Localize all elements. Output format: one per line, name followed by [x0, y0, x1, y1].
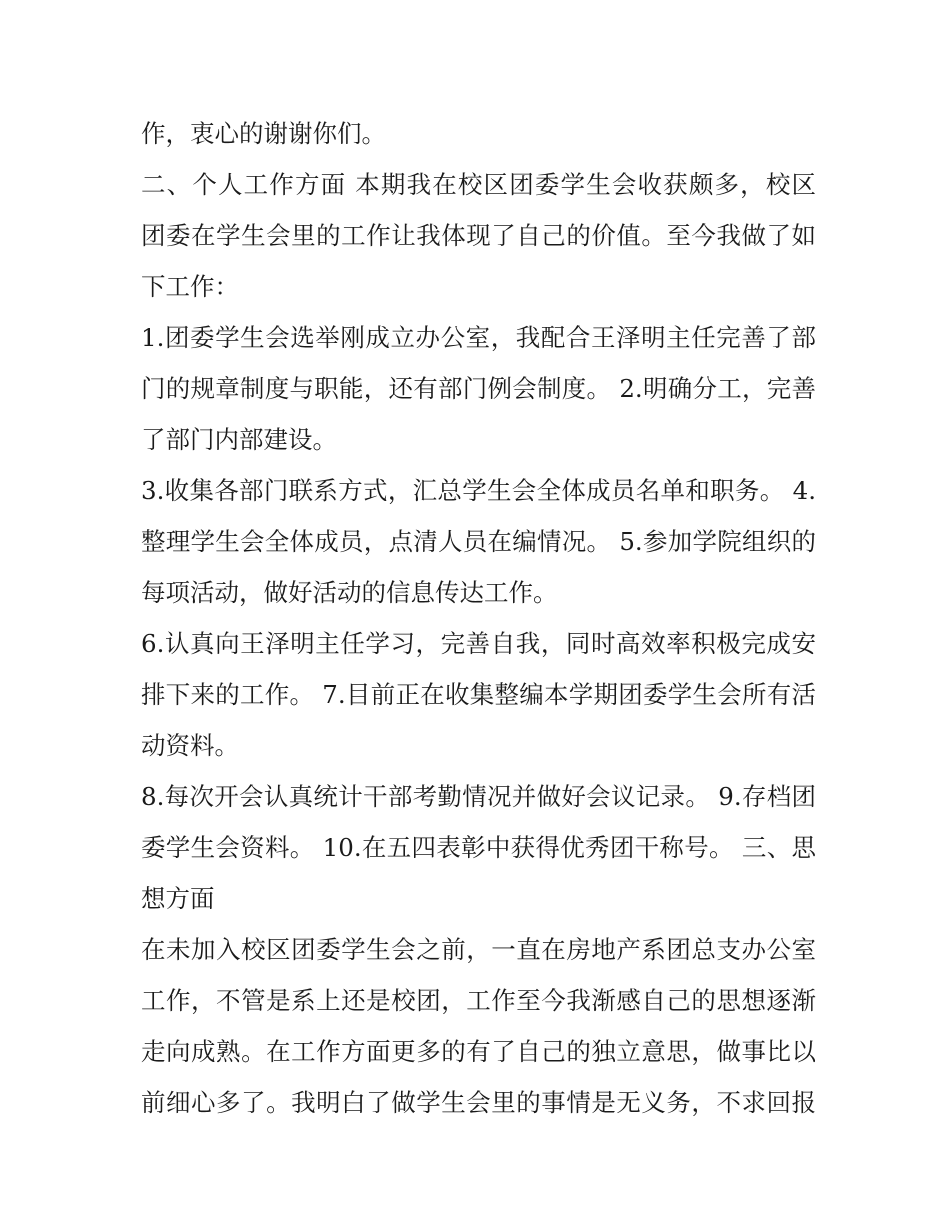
text-line: 动资料。 [141, 731, 239, 760]
text-line: 了部门内部建设。 [141, 425, 337, 454]
text-line: 1.团委学生会选举刚成立办公室，我配合王泽明主任完善了部 [141, 323, 816, 352]
text-line: 工作，不管是系上还是校团，工作至今我渐感自己的思想逐渐 [141, 986, 816, 1015]
text-line: 3.收集各部门联系方式，汇总学生会全体成员名单和职务。 4. [141, 476, 816, 505]
text-line: 前细心多了。我明白了做学生会里的事情是无义务，不求回报 [141, 1088, 816, 1117]
text-line: 整理学生会全体成员，点清人员在编情况。 5.参加学院组织的 [141, 527, 816, 556]
text-line: 委学生会资料。 10.在五四表彰中获得优秀团干称号。 三、思 [141, 833, 816, 862]
text-line: 下工作： [141, 272, 239, 301]
text-line: 8.每次开会认真统计干部考勤情况并做好会议记录。 9.存档团 [141, 782, 816, 811]
text-line: 每项活动，做好活动的信息传达工作。 [141, 578, 558, 607]
text-line: 6.认真向王泽明主任学习，完善自我，同时高效率积极完成安 [141, 629, 816, 658]
text-line: 团委在学生会里的工作让我体现了自己的价值。至今我做了如 [141, 221, 816, 250]
text-line: 排下来的工作。 7.目前正在收集整编本学期团委学生会所有活 [141, 680, 816, 709]
body-text [141, 108, 816, 1128]
text-line: 作，衷心的谢谢你们。 [141, 119, 386, 148]
text-line: 走向成熟。在工作方面更多的有了自己的独立意思，做事比以 [141, 1037, 816, 1066]
text-line: 二、个人工作方面 本期我在校区团委学生会收获颇多，校区 [141, 170, 816, 199]
text-line: 想方面 [141, 884, 215, 913]
text-line: 在未加入校区团委学生会之前，一直在房地产系团总支办公室 [141, 935, 816, 964]
text-line: 门的规章制度与职能，还有部门例会制度。 2.明确分工，完善 [141, 374, 816, 403]
